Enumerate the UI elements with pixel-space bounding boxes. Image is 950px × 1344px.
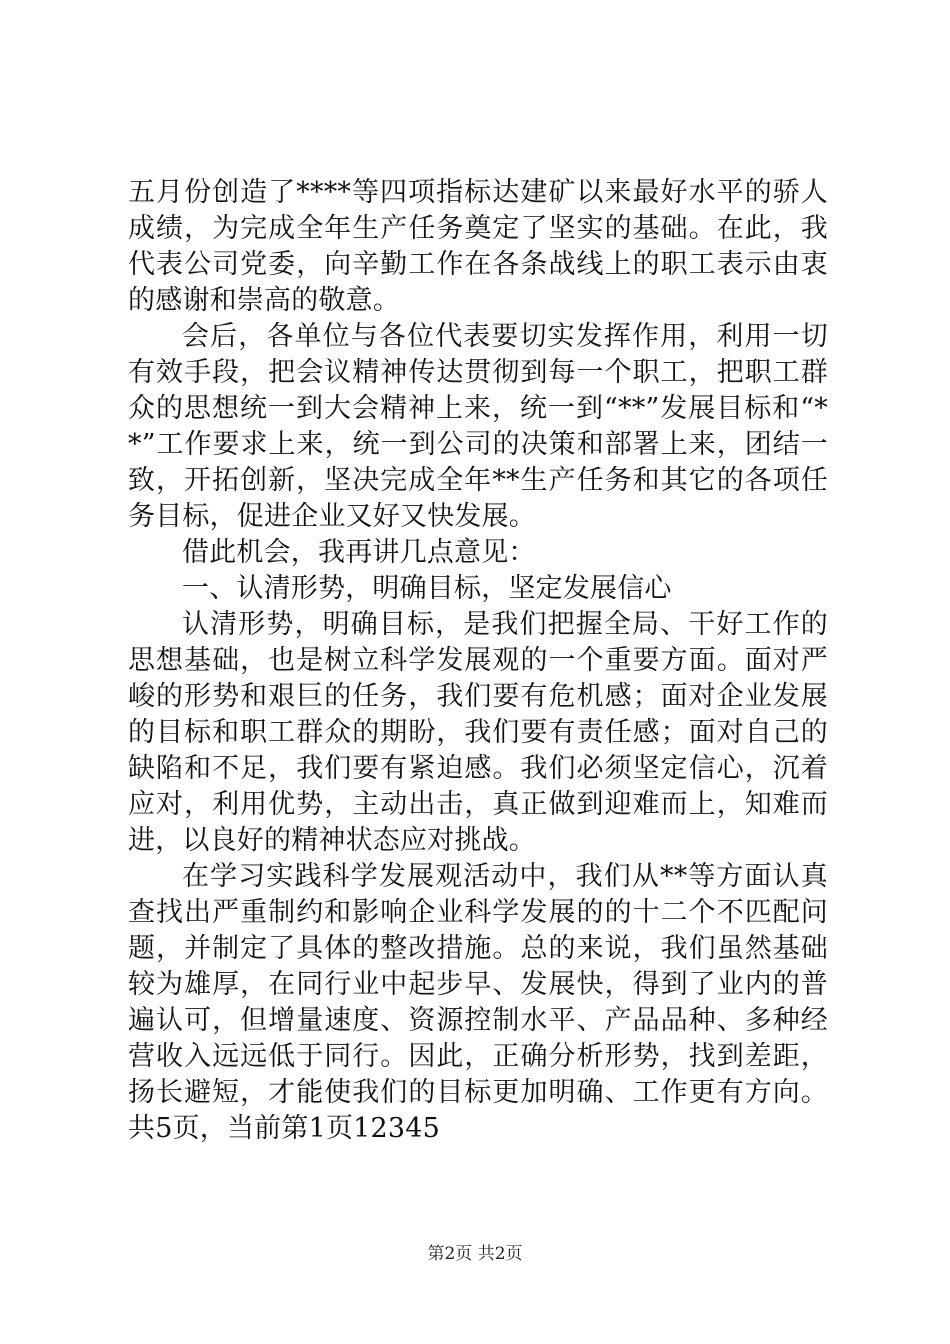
section-heading: 一、认清形势，明确目标，坚定发展信心 — [182, 573, 672, 604]
page-footer: 第2页 共2页 — [427, 1244, 523, 1264]
document-body — [128, 175, 828, 1147]
paragraph-5: 在学习实践科学发展观活动中，我们从**等方面认真查找出严重制约和影响企业科学发展的的十二个不匹配问题，并制定了具体的整改措施。总的来说，我们虽然基础较为雄厚，在同行业中起步早、发展快，得到了业内的普遍认可，但增量速度、资源控制水平、产品品种、多种经营收入远远低于同行。因此，正确分析形势，找到差距，扬长避短，才能使我们的目标更加明确、工作更有方向。共5页，当前第1页12345 — [128, 861, 828, 1144]
paragraph-3: 借此机会，我再讲几点意见： — [182, 537, 536, 568]
paragraph-2: 会后，各单位与各位代表要切实发挥作用，利用一切有效手段，把会议精神传达贯彻到每一个职工，把职工群众的思想统一到大会精神上来，统一到“**”发展目标和“**”工作要求上来，统一到公司的决策和部署上来，团结一致，开拓创新，坚决完成全年**生产任务和其它的各项任务目标，促进企业又好又快发展。 — [128, 321, 828, 532]
paragraph-4: 认清形势，明确目标，是我们把握全局、干好工作的思想基础，也是树立科学发展观的一个重要方面。面对严峻的形势和艰巨的任务，我们要有危机感；面对企业发展的目标和职工群众的期盼，我们要有责任感；面对自己的缺陷和不足，我们要有紧迫感。我们必须坚定信心，沉着应对，利用优势，主动出击，真正做到迎难而上，知难而进，以良好的精神状态应对挑战。 — [128, 609, 828, 856]
paragraph-1: 五月份创造了****等四项指标达建矿以来最好水平的骄人成绩，为完成全年生产任务奠定了坚实的基础。在此，我代表公司党委，向辛勤工作在各条战线上的职工表示由衷的感谢和崇高的敬意。 — [128, 177, 828, 316]
